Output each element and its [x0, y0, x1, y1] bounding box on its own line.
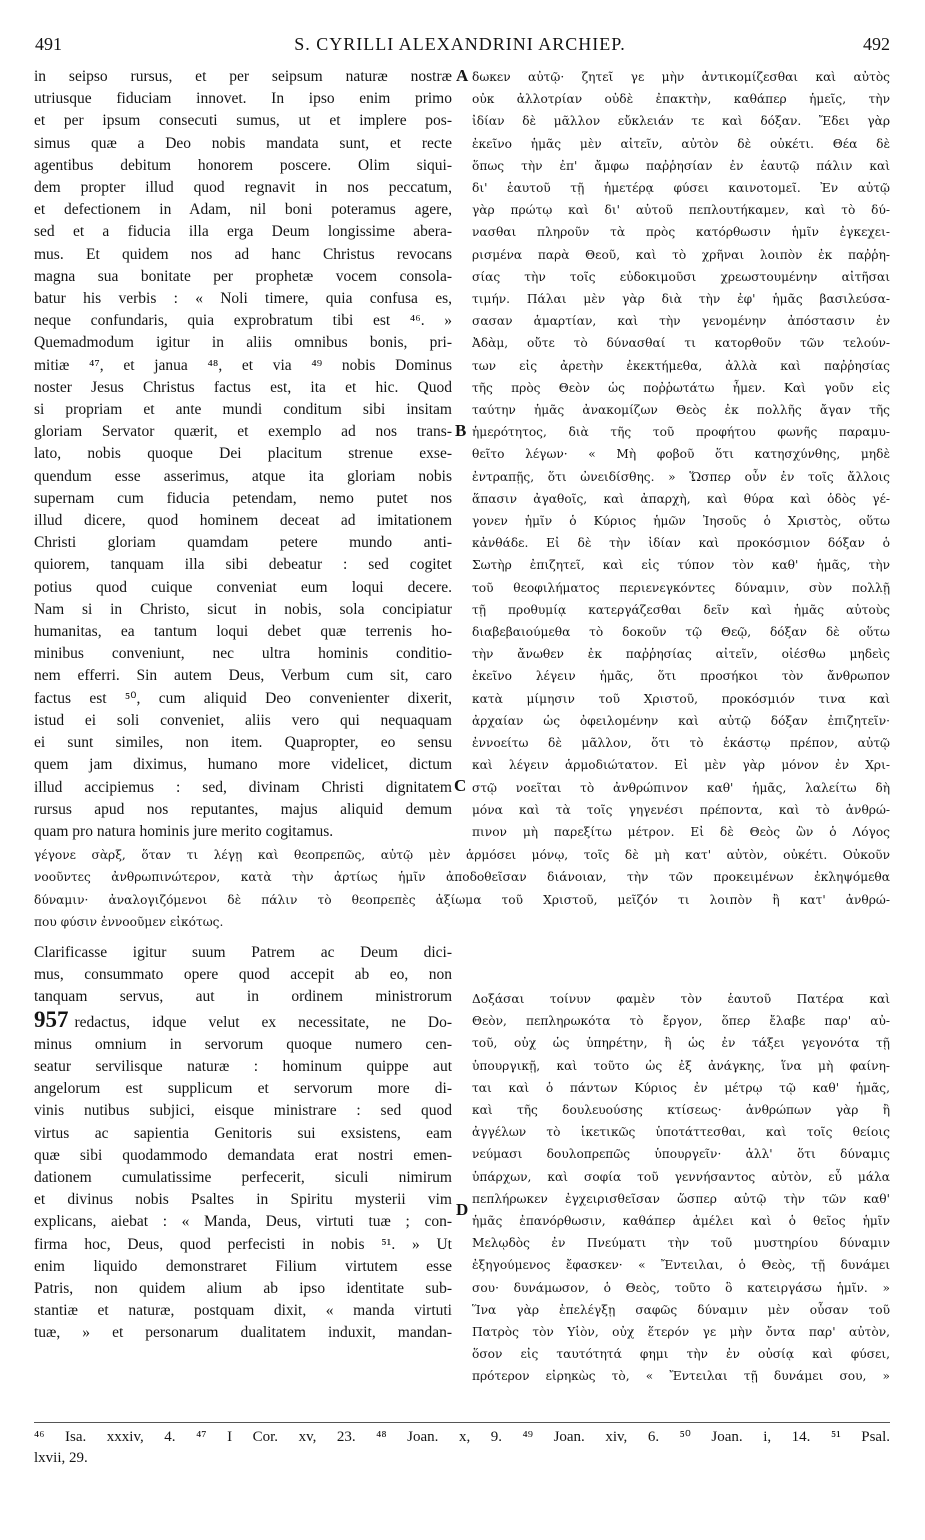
greek-text-line: καὶ λέγειν ἁρμοδιώτατον. Εἰ μὲν γὰρ μόνον ἐν Χρι- [472, 758, 890, 773]
greek-text-line: γὰρ πρώτῳ καὶ δι' αὐτοῦ πεπλουτήκαμεν, καὶ τὸ δύ- [472, 203, 890, 218]
latin-text-line: quam pro natura hominis jure merito cogitamus. [34, 822, 334, 840]
column-number: 957 [34, 1008, 69, 1032]
latin-text-line: quem jam diximus, humano more videlicet, dictum [34, 756, 452, 774]
greek-text-line: τιμήν. Πάλαι μὲν γὰρ διὰ τὴν ἐφ' ἡμᾶς βασιλεύσα- [472, 292, 890, 307]
greek-text-line: που φύσιν ἐννοοῦμεν εἰκότως. [34, 915, 224, 930]
latin-text-line: Patris, non quidem alium ab ipso identitate sub- [34, 1280, 452, 1298]
latin-text-line: batur his verbis : « Noli timere, quia confusa es, [34, 290, 452, 308]
latin-text-line: stantiæ et naturæ, postquam dixit, « manda virtuti [34, 1302, 452, 1320]
latin-text-line: noster Jesus Christus factus est, ita et hic. Quod [34, 378, 452, 396]
greek-text-line: θεῖτο λέγων· « Μὴ φοβοῦ ὅτι κατησχύνθης, μηδὲ [472, 447, 890, 462]
latin-text-line: mus. Et quidem nos ad hanc Christus revocans [34, 245, 452, 263]
greek-text-line: πινον μὴ παρεξίτω μέτρον. Εἰ δὲ Θεὸς ὢν ὁ Λόγος [472, 824, 890, 839]
greek-text-line: Σωτὴρ ἐπιζητεῖ, καὶ εἰς τύπον τὸν καθ' ἡμᾶς, τὴν [472, 558, 890, 573]
latin-text-line: gloriam Servator quærit, et exemplo ad nos trans- [34, 423, 452, 441]
greek-text-line: τῆς πρὸς Θεὸν ὡς ποῤῥωτάτω ἦμεν. Καὶ γοῦν εἰς [472, 380, 890, 395]
latin-text-line: angelorum est supplicum et servorum more di- [34, 1080, 452, 1098]
greek-text-line: τῇ προθυμίᾳ κατεργάζεσθαι δεῖν καὶ ἡμᾶς αὐτοὺς [472, 602, 890, 617]
greek-text-line: νασθαι πληροῦν τὰ πρὸς κατόρθωσιν ἡμῖν ἐγκεχει- [472, 225, 890, 240]
greek-text-line: σασαν ἁμαρτίαν, καὶ τὴν γενομένην ἀπόστασιν ἐν [472, 314, 890, 329]
greek-text-line: οὐκ ἀλλοτρίαν οὐδὲ ἐπακτὴν, καθάπερ ἡμεῖς, τὴν [472, 92, 890, 107]
section-marker-b: B [455, 421, 467, 440]
greek-text-line: στῷ νοεῖται τὸ ἀνθρώπινον καθ' ἡμᾶς, λαλείτω δὴ [472, 780, 890, 795]
section-marker-a: A [456, 66, 469, 85]
latin-text-line: rursus apud nos reputantes, majus aliquid demum [34, 800, 452, 818]
page-number-left: 491 [35, 34, 62, 54]
greek-text-line: ρισμένα παρὰ Θεοῦ, καὶ τὸ χρῆναι λοιπὸν ἐκ παῤῥη- [472, 247, 890, 262]
latin-text-line: Christi gloriam quamdam petere mundo anti- [34, 534, 452, 552]
greek-text-line: διαβεβαιούμεθα τὸ δοκοῦν τῷ Θεῷ, δόξαν δὲ οὕτω [472, 625, 890, 640]
latin-text-line: tuæ, » et personarum dualitatem induxit, mandan- [34, 1324, 452, 1342]
latin-text-line: Nam si in Christo, sicut in nobis, sola concipiatur [34, 600, 452, 618]
latin-text-line: utriusque fiduciam innovet. In ipso enim primo [34, 90, 452, 108]
latin-text-line: et per ipsum consecuti sumus, ut et implere pos- [34, 112, 452, 130]
greek-text-line: νεύμασι δουλοπρεπῶς ὑπουργεῖν· ἀλλ' ὅτι δύναμις [472, 1147, 890, 1162]
greek-text-line: ἐκεῖνο ἡμᾶς μὲν αἰτεῖν, αὐτὸν δὲ οὐκέτι. Θέα δὲ [472, 136, 890, 151]
greek-text-line: Ἀδὰμ, οὔτε τὸ δύνασθαί τι κατορθοῦν τῶν τελούν- [472, 336, 890, 351]
section-marker-d: D [456, 1200, 469, 1219]
greek-text-line: πρότερον εἰρηκὼς τὸ, « Ἔντειλαι τῇ δυνάμει σου, » [472, 1369, 890, 1384]
latin-text-line: ei sunt similes, non item. Quapropter, eo sensu [34, 734, 452, 752]
latin-text-line: seatur servilisque naturæ : hominum quippe aut [34, 1058, 452, 1076]
latin-text-line: Quemadmodum igitur in aliis omnibus bonis, pri- [34, 334, 452, 352]
latin-text-line: virtus ac sapientia Genitoris sui exsistens, eam [34, 1124, 452, 1142]
latin-column-bottom [34, 942, 452, 1345]
latin-text-line: et defectionem in Adam, nil boni poteramus agere, [34, 201, 452, 219]
greek-text-line: ταύτην ἡμᾶς ἀνακομίζων Θεὸς ἐκ πολλῆς ἄγαν τῆς [472, 403, 890, 418]
greek-text-line: Δοξάσαι τοίνυν φαμὲν τὸν ἑαυτοῦ Πατέρα καὶ [472, 992, 890, 1006]
latin-text-line: minus omnium in servorum quoque numero cen- [34, 1035, 452, 1053]
greek-text-line: μόνα καὶ τὰ τοῖς γηγενέσι πρέποντα, καὶ τὸ ἀνθρώ- [472, 802, 890, 817]
latin-text-line: nem efferri. Sin autem Deus, Verbum cum sit, caro [34, 667, 452, 685]
latin-text-line: Clarificasse igitur suum Patrem ac Deum dici- [34, 944, 452, 961]
footnote-rule [34, 1422, 890, 1423]
greek-text-line: ὅσον εἰς ταυτότητά φημι τὴν ἐν οὐσίᾳ καὶ φύσει, [472, 1347, 890, 1362]
greek-column-top [472, 66, 890, 843]
greek-text-line: σου· δυνάμωσον, ὁ Θεὸς, τοῦτο ὃ κατειργάσω ἡμῖν. » [472, 1280, 890, 1295]
greek-text-line: ἡμᾶς ἐπανόρθωσιν, καθάπερ ἀμέλει καὶ ὁ θεῖος ἡμῖν [472, 1214, 890, 1229]
greek-text-line: των εἰς ἀρετὴν ἐκεκτήμεθα, ἀλλὰ καὶ παῤῥησίας [472, 358, 890, 373]
greek-text-line: ἀρχαίαν ὡς ὀφειλομένην καὶ αὐτῷ δόξαν ἐπιζητεῖν· [472, 713, 890, 728]
greek-text-line: ἐντραπῇς, ὅτι ὠνειδίσθης. » Ὥσπερ οὖν ἐν τοῖς ἄλλοις [472, 469, 890, 484]
greek-text-line: σίας τὴν τοῖς εὐδοκιμοῦσι χρεωστουμένην αἰτῆσαι [472, 269, 890, 284]
latin-text-line: vinis nutibus subjici, eisque ministrare : sed quod [34, 1102, 452, 1120]
greek-text-line: τὴν ἄνωθεν ἐκ παῤῥησίας αἰτεῖν, οἰέσθω μηδεὶς [472, 647, 890, 662]
running-header [30, 34, 890, 64]
greek-text-line: γονεν ἡμῖν ὁ Κύριος ἡμῶν Ἰησοῦς ὁ Χριστὸς, οὕτω [472, 514, 890, 529]
greek-text-line: Μελῳδὸς ἐν Πνεύματι τὴν τοῦ μυστηρίου δύναμιν [472, 1236, 890, 1251]
page-number-right: 492 [863, 34, 890, 54]
greek-text-line: ἐξηγούμενος ἔφασκεν· « Ἔντειλαι, ὁ Θεὸς, τῇ δυνάμει [472, 1258, 890, 1273]
latin-text-line: sed et a fiducia illa erga Deum longissime abera- [34, 223, 452, 241]
greek-text-line: γέγονε σὰρξ, ὅταν τι λέγῃ καὶ θεοπρεπῶς, αὐτῷ μὲν ἁρμόσει μόνῳ, τοῖς δὲ μὴ κατ' αὐτὸν, οὐκέτι. Οὐκοῦν [34, 848, 890, 862]
latin-text-line: illud dicere, quod hominem deceat ad imitationem [34, 512, 452, 530]
greek-text-line: κατὰ μίμησιν τοῦ Χριστοῦ, προκόσμιόν τινα καὶ [472, 691, 890, 706]
latin-text-line: tanquam servus, aut in ordinem ministrorum [34, 988, 452, 1006]
greek-text-line: δι' ἑαυτοῦ τῇ ἡμετέρᾳ φύσει καινοτομεῖ. Ἐν αὐτῷ [472, 181, 890, 196]
greek-text-line: κἀνθάδε. Εἰ δὲ τὴν ἰδίαν καὶ προκόσμιον δόξαν ὁ [472, 536, 890, 551]
latin-text-line: si propriam et ante mundi conditum sibi insitam [34, 401, 452, 419]
latin-text-line: neque confundaris, quia exprobratum tibi est ⁴⁶. » [34, 312, 452, 330]
greek-text-line: νοοῦντες ἀνθρωπινώτερον, κατὰ τὴν ἀρτίως ἡμῖν ἀποδοθεῖσαν διάνοιαν, τὴν τῶν προκειμένων ἐκληψόμεθα [34, 870, 890, 885]
greek-text-line: τοῦ, οὐχ ὡς ὑπηρέτην, ἢ ὡς ἐν τάξει γεγονότα τῇ [472, 1036, 890, 1051]
greek-text-line: ἐκεῖνο λέγειν ἡμᾶς, ὅτι προσήκοι τὸν ἄνθρωπον [472, 669, 890, 684]
greek-text-line: ἀγγέλων τὸ ἱκετικῶς ὑποτάττεσθαι, καὶ τοῖς θείοις [472, 1125, 890, 1140]
running-title: S. CYRILLI ALEXANDRINI ARCHIEP. [294, 34, 626, 54]
greek-text-line: Πατρὸς τὸν Υἱὸν, οὐχ ἕτερόν γε μὴν ὄντα παρ' αὐτὸν, [472, 1325, 890, 1340]
footnote-line: ⁴⁶ Isa. xxxiv, 4. ⁴⁷ I Cor. xv, 23. ⁴⁸ Joan. x, 9. ⁴⁹ Joan. xiv, 6. ⁵⁰ Joan. i, 14. ⁵¹ Psal. [34, 1429, 890, 1445]
latin-text-line: minibus conveniunt, nec ultra hominis conditio- [34, 645, 452, 663]
latin-text-line: dem propter illud quod regnavit in nos peccatum, [34, 179, 452, 197]
latin-text-line: mus, consummato opere quod accepit ab eo, non [34, 966, 452, 984]
greek-text-line: Ἵνα γὰρ ἐπελέγξῃ σαφῶς δύναμιν μὲν οὖσαν τοῦ [472, 1302, 890, 1317]
latin-column-top [34, 66, 452, 843]
footnotes [34, 1427, 890, 1469]
latin-text-line: et divinus nobis Psaltes in Spiritu mysterii vim [34, 1191, 452, 1209]
latin-text-line: istud ei soli conveniet, aliis vero qui nequaquam [34, 711, 452, 729]
section-marker-c: C [454, 776, 467, 795]
greek-text-line: δύναμιν· ἀναλογιζόμενοι δὲ πάλιν τὸ θεοπρεπὲς ἀξίωμα τοῦ Χριστοῦ, μεῖζόν τι λοιπὸν ἢ κατ' ἀνθρώ- [34, 892, 890, 907]
latin-text-line: humanitas, ea tantum loqui debet quæ terrenis ho- [34, 623, 452, 641]
greek-column-bottom [472, 988, 890, 1388]
greek-text-line: ἰδίαν δὲ μᾶλλον εὔκλειάν τε καὶ δόξαν. Ἔδει γὰρ [472, 114, 890, 129]
latin-text-line: magna sua bonitate per prophetæ vocem consola- [34, 267, 452, 285]
latin-text-line: explicans, aiebat : « Manda, Deus, virtuti tuæ ; con- [34, 1213, 452, 1231]
latin-text-line: lato, nobis quoque Dei placitum strenue exse- [34, 445, 452, 463]
latin-text-line: supernam cum fiducia petendam, nemo putet nos [34, 489, 452, 507]
latin-text-line: illud accipiemus : sed, divinam Christi dignitatem [34, 778, 452, 796]
latin-text-line: 957 redactus, idque velut ex necessitate, ne Do- [34, 1008, 452, 1032]
latin-text-line: firma hoc, Deus, quod perfecisti in nobis ⁵¹. » Ut [34, 1235, 452, 1253]
greek-text-line: τοῦ θεοφιλήματος περιενεγκόντες δύναμιν, σὺν πολλῇ [472, 580, 890, 595]
latin-text-line: quiorem, tanquam illa sibi debeatur : sed cogitet [34, 556, 452, 574]
greek-text-line: ὅπως τὴν ἐπ' ἄμφω παῤῥησίαν ἐν ἑαυτῷ πάλιν καὶ [472, 158, 890, 173]
greek-text-line: Θεὸν, πεπληρωκότα τὸ ἔργον, ὅπερ ἔλαβε παρ' αὐ- [472, 1014, 890, 1029]
greek-text-line: δωκεν αὐτῷ· ζητεῖ γε μὴν ἀντικομίζεσθαι καὶ αὐτὸς [472, 70, 890, 84]
latin-text-line: enim liquido demonstraret Filium virtutem esse [34, 1257, 452, 1275]
latin-text-line: factus est ⁵⁰, cum aliquid Deo convenienter dixerit, [34, 689, 452, 707]
latin-text-line: agentibus debitum honorem poscere. Olim siqui- [34, 156, 452, 174]
greek-text-line: ται καὶ ὁ πάντων Κύριος ἐν μέτρῳ τῷ καθ' ἡμᾶς, [472, 1080, 890, 1095]
latin-text-line: dationem cumulatissime perfecerit, siculi nimirum [34, 1169, 452, 1187]
footnote-line: lxvii, 29. [34, 1450, 88, 1466]
latin-text-line: potius quod cuique conveniat eum loqui decere. [34, 578, 452, 596]
greek-full-width-passage [34, 844, 890, 934]
greek-text-line: ὑπάρχων, καὶ σοφία τοῦ γεννήσαντος αὐτὸν, εὖ μάλα [472, 1169, 890, 1184]
greek-text-line: ἡμερότητος, διὰ τῆς τοῦ προφήτου φωνῆς παραμυ- [472, 425, 890, 440]
greek-text-line: καὶ τῆς δουλευούσης κτίσεως· ἀνθρώπων γὰρ ἢ [472, 1103, 890, 1118]
latin-text-line: quendum esse asserimus, atque ita gloriam nobis [34, 467, 452, 485]
greek-text-line: ἐννοείτω δὲ μᾶλλον, ὅτι τὸ ἑκάστῳ πρέπον, αὐτῷ [472, 736, 890, 751]
greek-text-line: ἅπασιν ἀγαθοῖς, καὶ ἀπαρχὴ, καὶ θύρα καὶ ὁδὸς γέ- [472, 491, 890, 506]
greek-text-line: πεπλήρωκεν ἐγχειρισθεῖσαν ὥσπερ αὐτῷ τὴν τῶν καθ' [472, 1191, 890, 1206]
greek-text-line: ὑπουργικῇ, καὶ τοῦτο ὡς ἐξ ἀνάγκης, ἵνα μὴ φαίνη- [472, 1058, 890, 1073]
latin-text-line: quæ sibi quodammodo demandata erat nostri emen- [34, 1146, 452, 1164]
latin-text-line: in seipso rursus, et per seipsum naturæ nostræ [34, 68, 452, 85]
latin-text-line: mitiæ ⁴⁷, et janua ⁴⁸, et via ⁴⁹ nobis Dominus [34, 356, 452, 374]
latin-text-line: simus quæ a Deo nobis mandata sunt, et recte [34, 134, 452, 152]
